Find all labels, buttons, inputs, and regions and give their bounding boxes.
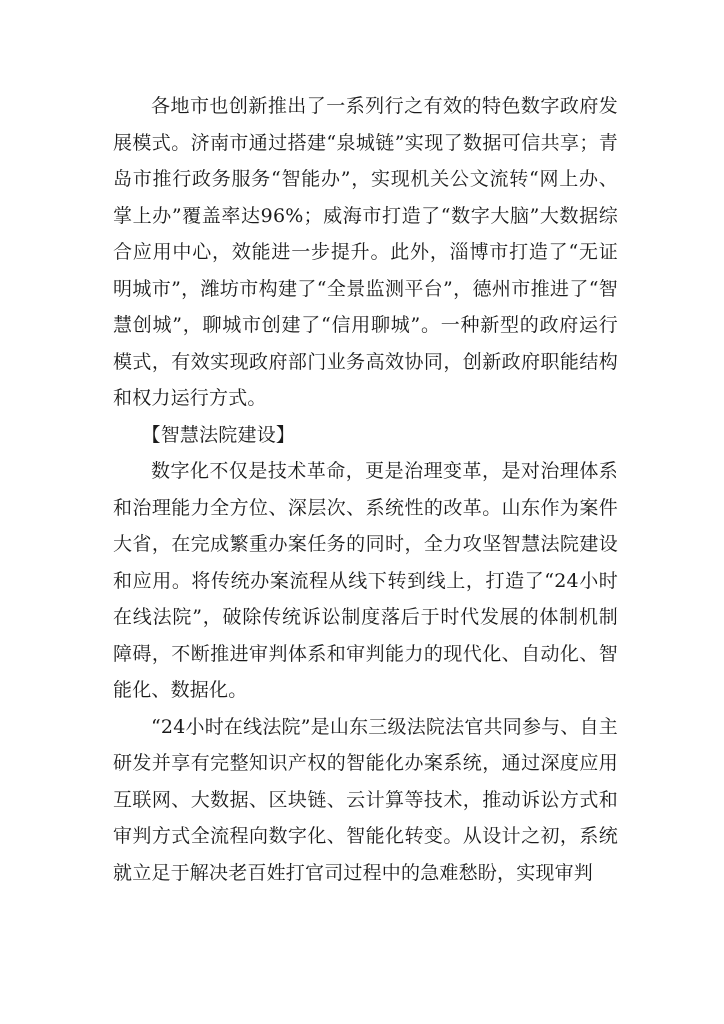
paragraph-local-digital-government-models: 各地市也创新推出了一系列行之有效的特色数字政府发展模式。济南市通过搭建“泉城链”实现了数据可信共享；青岛市推行政务服务“智能办”，实现机关公文流转“网上办、掌上办”覆盖率达96%；威海市打造了“数字大脑”大数据综合应用中心，效能进一步提升。此外，淄博市打造了“无证明城市”，潍坊市构建了“全景监测平台”，德州市推进了“智慧创城”，聊城市创建了“信用聊城”。一种新型的政府运行模式，有效实现政府部门业务高效协同，创新政府职能结构和权力运行方式。	[113, 95, 618, 409]
section-heading-smart-court: 【智慧法院建设】	[141, 423, 296, 446]
paragraph-24-hour-online-court: “24小时在线法院”是山东三级法院法官共同参与、自主研发并享有完整知识产权的智能化办案系统，通过深度应用互联网、大数据、区块链、云计算等技术，推动诉讼方式和审判方式全流程向数字化、智能化转变。从设计之初，系统就立足于解决老百姓打官司过程中的急难愁盼，实现审判	[113, 715, 618, 884]
paragraph-smart-court-digitalization: 数字化不仅是技术革命，更是治理变革，是对治理体系和治理能力全方位、深层次、系统性的改革。山东作为案件大省，在完成繁重办案任务的同时，全力攻坚智慧法院建设和应用。将传统办案流程从线下转到线上，打造了“24小时在线法院”，破除传统诉讼制度落后于时代发展的体制机制障碍，不断推进审判体系和审判能力的现代化、自动化、智能化、数据化。	[113, 460, 618, 701]
document-body	[113, 88, 618, 891]
